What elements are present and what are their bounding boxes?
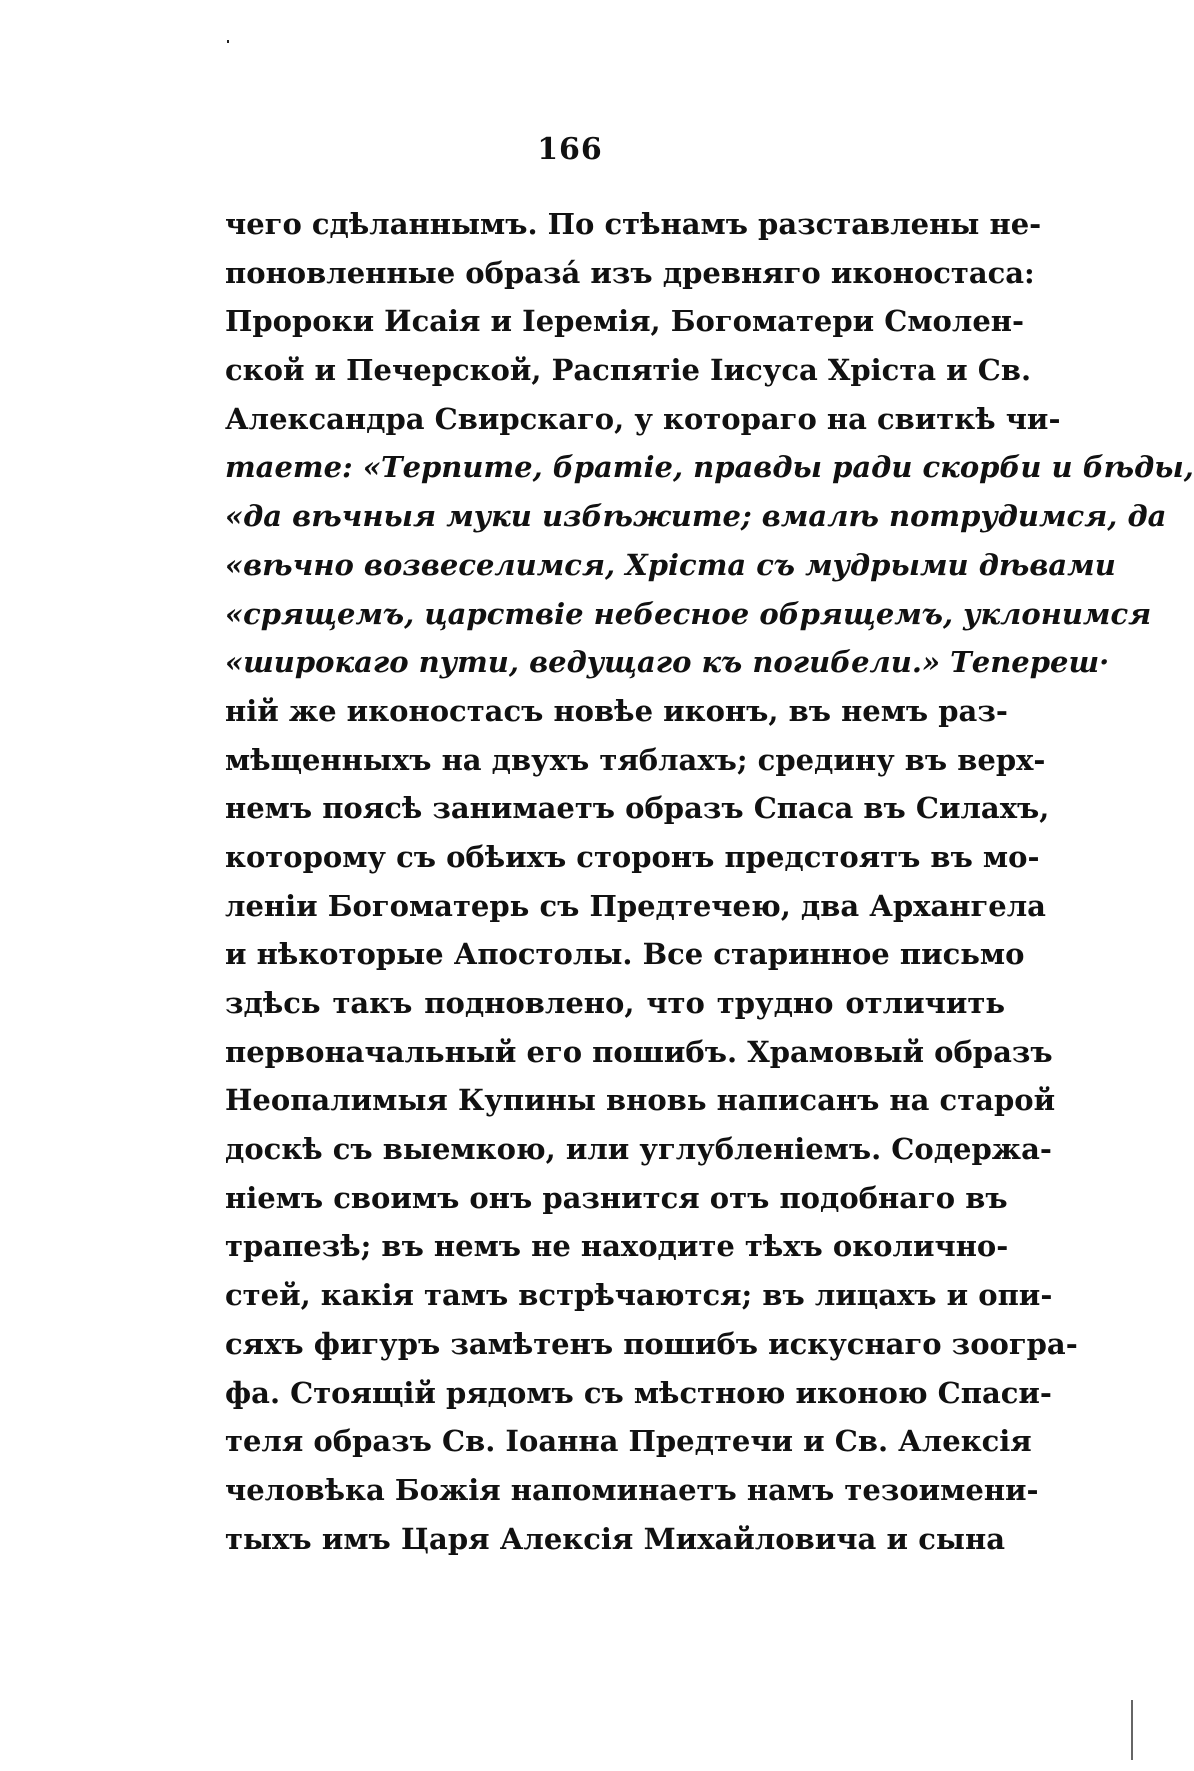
scan-mark-right: [1131, 1700, 1133, 1760]
text-line: Пророки Исаія и Іеремія, Богоматери Смолен-: [225, 304, 1025, 339]
text-line: сяхъ фигуръ замѣтенъ пошибъ искуснаго зоогра-: [225, 1326, 1078, 1361]
text-line: чего сдѣланнымъ. По стѣнамъ разставлены не-: [225, 207, 1042, 241]
text-line: доскѣ съ выемкою, или углубленіемъ. Содержа-: [225, 1132, 1052, 1167]
text-line: здѣсь такъ подновлено, что трудно отличить: [225, 986, 1005, 1020]
text-line: которому съ обѣихъ сторонъ предстоятъ въ мо-: [225, 839, 1040, 874]
text-line: фа. Стоящій рядомъ съ мѣстною иконою Спаси-: [225, 1375, 1052, 1410]
text-line: «вѣчно возвеселимся, Хріста съ мудрыми дѣвами: [225, 547, 1116, 582]
text-line: Александра Свирскаго, у котораго на свиткѣ чи-: [225, 401, 1061, 436]
text-line: «срящемъ, царствіе небесное обрящемъ, уклонимся: [225, 596, 1152, 631]
text-line: теля образъ Св. Іоанна Предтечи и Св. Алексія: [225, 1424, 1032, 1459]
text-line: немъ поясѣ занимаетъ образъ Спаса въ Силахъ,: [225, 791, 1050, 826]
text-line: ніемъ своимъ онъ разнится отъ подобнаго въ: [225, 1180, 1008, 1215]
text-line: стей, какія тамъ встрѣчаются; въ лицахъ и опи-: [225, 1278, 1053, 1313]
text-line: трапезѣ; въ немъ не находите тѣхъ околично-: [225, 1229, 1009, 1264]
text-line: Неопалимыя Купины вновь написанъ на старой: [225, 1083, 1056, 1118]
text-line: мѣщенныхъ на двухъ тяблахъ; средину въ верх-: [225, 742, 1046, 777]
page-number: 166: [537, 132, 603, 167]
scan-mark-top: [227, 40, 229, 43]
body-text: [225, 200, 1194, 1563]
text-line: ній же иконостасъ новѣе иконъ, въ немъ раз-: [225, 693, 1008, 728]
text-line: человѣка Божія напоминаетъ намъ тезоимени-: [225, 1472, 1039, 1507]
text-line: поновленные образá изъ древняго иконостаса:: [225, 255, 1035, 290]
text-line: таете: «Терпите, братіе, правды ради скорби и бѣды,: [225, 450, 1194, 485]
text-line: «да вѣчныя муки избѣжите; вмалѣ потрудимся, да: [225, 499, 1167, 534]
text-line: тыхъ имъ Царя Алексія Михайловича и сына: [225, 1521, 1005, 1556]
text-line: и нѣкоторые Апостолы. Все старинное письмо: [225, 937, 1025, 972]
text-line: леніи Богоматерь съ Предтечею, два Архангела: [225, 888, 1046, 923]
text-line: ской и Печерской, Распятіе Іисуса Хріста и Св.: [225, 353, 1032, 388]
text-line: первоначальный его пошибъ. Храмовый образъ: [225, 1034, 1053, 1069]
text-line: «широкаго пути, ведущаго къ погибели.» Тепереш·: [225, 645, 1110, 680]
